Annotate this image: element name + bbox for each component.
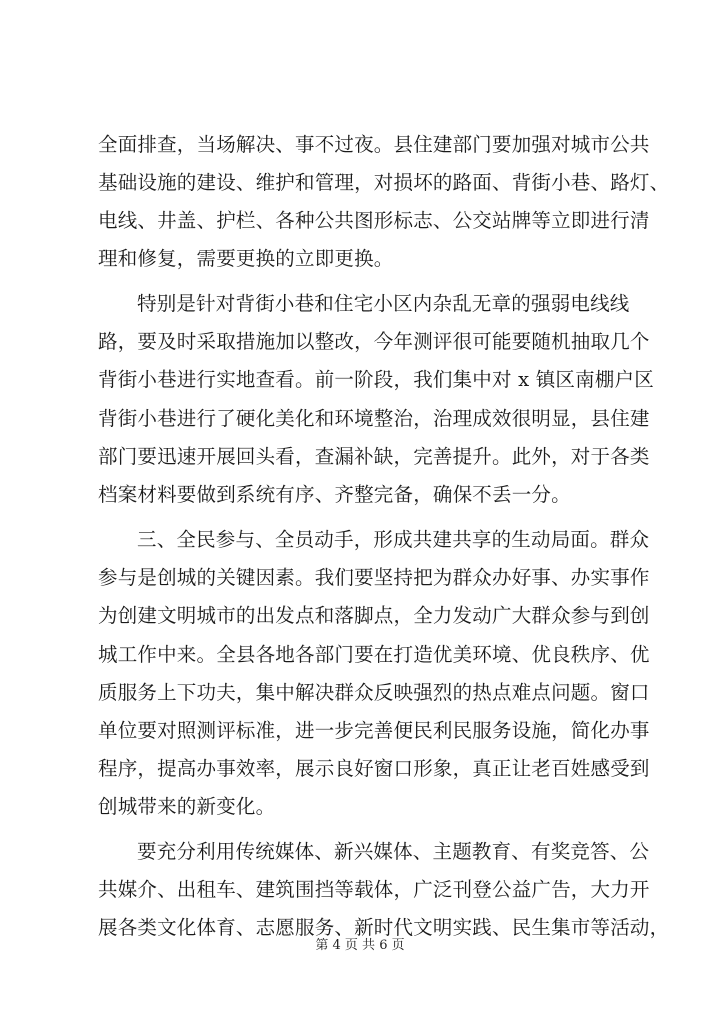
body-line: 城工作中来。全县各地各部门要在打造优美环境、优良秩序、优 — [98, 643, 650, 666]
body-line: 背街小巷进行实地查看。前一阶段，我们集中对 x 镇区南棚户区 — [98, 368, 654, 391]
paragraph-first-line: 特别是针对背街小巷和住宅小区内杂乱无章的强弱电线线 — [137, 292, 630, 315]
body-line: 部门要迅速开展回头看，查漏补缺，完善提升。此外，对于各类 — [98, 445, 650, 468]
body-line: 路，要及时采取措施加以整改，今年测评很可能要随机抽取几个 — [98, 330, 650, 353]
body-line: 参与是创城的关键因素。我们要坚持把为群众办好事、办实事作 — [98, 566, 650, 589]
paragraph-first-line: 要充分利用传统媒体、新兴媒体、主题教育、有奖竞答、公 — [137, 840, 650, 863]
body-line: 电线、井盖、护栏、各种公共图形标志、公交站牌等立即进行清 — [98, 209, 650, 232]
body-line: 程序，提高办事效率，展示良好窗口形象，真正让老百姓感受到 — [98, 757, 650, 780]
body-line: 为创建文明城市的出发点和落脚点，全力发动广大群众参与到创 — [98, 604, 650, 627]
page-footer: 第 4 页 共 6 页 — [315, 938, 405, 953]
body-line: 创城带来的新变化。 — [98, 795, 276, 818]
body-line: 单位要对照测评标准，进一步完善便民利民服务设施，简化办事 — [98, 719, 650, 742]
section-heading-line: 三、全民参与、全员动手，形成共建共享的生动局面。群众 — [137, 528, 650, 551]
body-line: 共媒介、出租车、建筑围挡等载体，广泛刊登公益广告，大力开 — [98, 878, 650, 901]
body-line: 档案材料要做到系统有序、齐整完备，确保不丢一分。 — [98, 483, 571, 506]
body-line: 理和修复，需要更换的立即更换。 — [98, 247, 394, 270]
body-line: 背街小巷进行了硬化美化和环境整治，治理成效很明显，县住建 — [98, 407, 650, 430]
body-line: 基础设施的建设、维护和管理，对损坏的路面、背街小巷、路灯、 — [98, 171, 670, 194]
body-line: 质服务上下功夫，集中解决群众反映强烈的热点难点问题。窗口 — [98, 681, 650, 704]
body-line: 全面排查，当场解决、事不过夜。县住建部门要加强对城市公共 — [98, 133, 650, 156]
body-line: 展各类文化体育、志愿服务、新时代文明实践、民生集市等活动， — [98, 916, 670, 939]
